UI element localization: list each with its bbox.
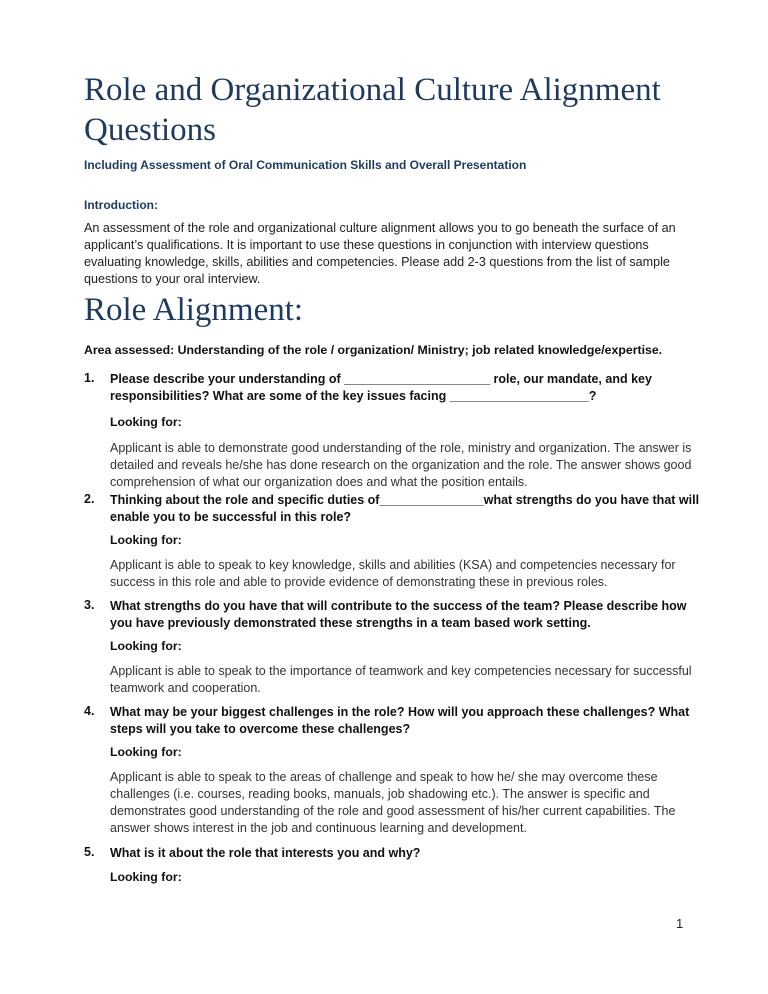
document-title: Role and Organizational Culture Alignment Questions	[84, 72, 661, 148]
looking-for-label: Looking for:	[110, 639, 182, 653]
question-text: Thinking about the role and specific duties of_______________what strengths do you have that will enable you to be successful in this role?	[110, 493, 700, 524]
question-number: 2.	[84, 492, 95, 506]
question-text: What is it about the role that interests you and why?	[110, 846, 421, 860]
question-number: 5.	[84, 845, 95, 859]
question-text: What strengths do you have that will contribute to the success of the team? Please describe how you have previously demonstrated these strengths in a team based work setting.	[110, 599, 687, 630]
question-number: 1.	[84, 371, 95, 385]
looking-for-answer: Applicant is able to speak to key knowledge, skills and abilities (KSA) and competencies necessary for success in this role and able to provide evidence of demonstrating these in previous roles.	[110, 558, 676, 589]
page-number: 1	[676, 916, 684, 931]
question-number: 3.	[84, 598, 95, 612]
looking-for-label: Looking for:	[110, 870, 182, 884]
area-assessed: Area assessed: Understanding of the role / organization/ Ministry; job related knowledge/expertise.	[84, 343, 663, 357]
looking-for-answer: Applicant is able to demonstrate good understanding of the role, ministry and organization. The answer is detailed and reveals he/she has done research on the organization and the role. The answer shows good comprehension of what our organization does and what the position entails.	[110, 441, 692, 489]
looking-for-label: Looking for:	[110, 415, 182, 429]
introduction-text: An assessment of the role and organizational culture alignment allows you to go beneath the surface of an applicant’s qualifications. It is important to use these questions in conjunction with interview questions evaluating knowledge, skills, abilities and competencies. Please add 2-3 questions from the list of sample questions to your oral interview.	[84, 221, 676, 286]
section-heading: Role Alignment:	[84, 292, 304, 328]
looking-for-label: Looking for:	[110, 745, 182, 759]
question-text: Please describe your understanding of _____________________ role, our mandate, and key responsibilities? What are some of the key issues facing ____________________?	[110, 372, 652, 403]
question-number: 4.	[84, 704, 95, 718]
looking-for-answer: Applicant is able to speak to the importance of teamwork and key competencies necessary for successful teamwork and cooperation.	[110, 664, 692, 695]
looking-for-answer: Applicant is able to speak to the areas of challenge and speak to how he/ she may overcome these challenges (i.e. courses, reading books, manuals, job shadowing etc.). The answer is specific and demonstrates good understanding of the role and good assessment of his/her current capabilities. The answer shows interest in the job and continuous learning and development.	[110, 770, 676, 835]
question-text: What may be your biggest challenges in the role? How will you approach these challenges? What steps will you take to overcome these challenges?	[110, 705, 690, 736]
introduction-label: Introduction:	[84, 198, 158, 212]
looking-for-label: Looking for:	[110, 533, 182, 547]
document-subtitle: Including Assessment of Oral Communication Skills and Overall Presentation	[84, 158, 527, 172]
